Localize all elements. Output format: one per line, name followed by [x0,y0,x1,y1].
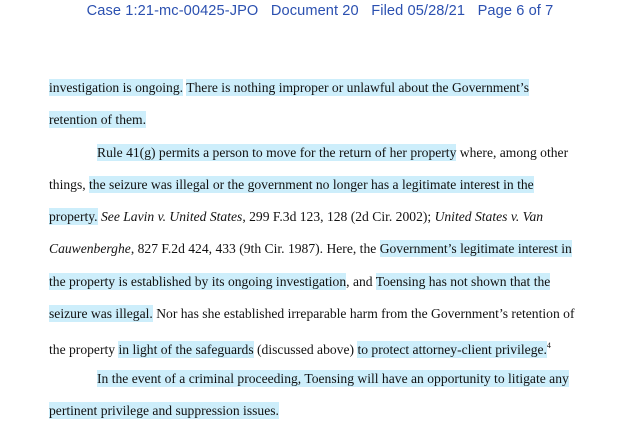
text-segment: (discussed above) [253,342,358,357]
highlight: There is nothing improper or unlawful about the Government’s [186,80,529,95]
highlight: property. [49,209,98,224]
text-line [49,337,551,359]
highlight: seizure was illegal. [49,306,153,321]
highlight: to protect attorney-client privilege. [357,342,547,357]
case-citation: United States v. Van [434,209,544,224]
text-line [49,79,529,97]
text-segment: where, among other [456,145,569,160]
text-line [97,370,569,388]
highlight: pertinent privilege and suppression issues. [49,403,279,418]
highlight: Toensing has not shown that the [375,274,551,289]
text-segment: the property [49,342,119,357]
text-segment: , 827 F.2d 424, 433 (9th Cir. 1987). Here, the [130,241,380,256]
highlight: in light of the safeguards [118,342,254,357]
highlight: Rule 41(g) permits a person to move for the return of her property [97,145,457,160]
highlight: investigation is ongoing. [49,80,184,95]
highlight: the property is established by its ongoing investigation [49,274,347,289]
text-line [49,176,534,194]
case-citation: Cauwenberghe [49,241,131,256]
highlight: Government’s legitimate interest in [379,241,572,256]
text-segment: things, [49,177,90,192]
text-line [49,111,146,129]
text-line [97,144,568,162]
text-line [49,402,279,420]
highlight: the seizure was illegal or the government no longer has a legitimate interest in the [89,177,534,192]
case-header: Case 1:21-mc-00425-JPO Document 20 Filed 05/28/21 Page 6 of 7 [86,3,554,19]
case-citation: See Lavin v. United States [100,209,243,224]
text-line [49,240,572,258]
text-segment: Nor has she established irreparable harm from the Government’s retention of [156,306,575,321]
text-line [49,305,574,323]
text-segment: , and [346,274,376,289]
text-segment: , 299 F.3d 123, 128 (2d Cir. 2002); [242,209,435,224]
highlight: In the event of a criminal proceeding, Toensing will have an opportunity to litigate any [97,371,569,386]
text-line [49,208,543,226]
highlight: retention of them. [49,112,147,127]
footnote-marker: 4 [546,341,551,350]
text-line [49,273,550,291]
